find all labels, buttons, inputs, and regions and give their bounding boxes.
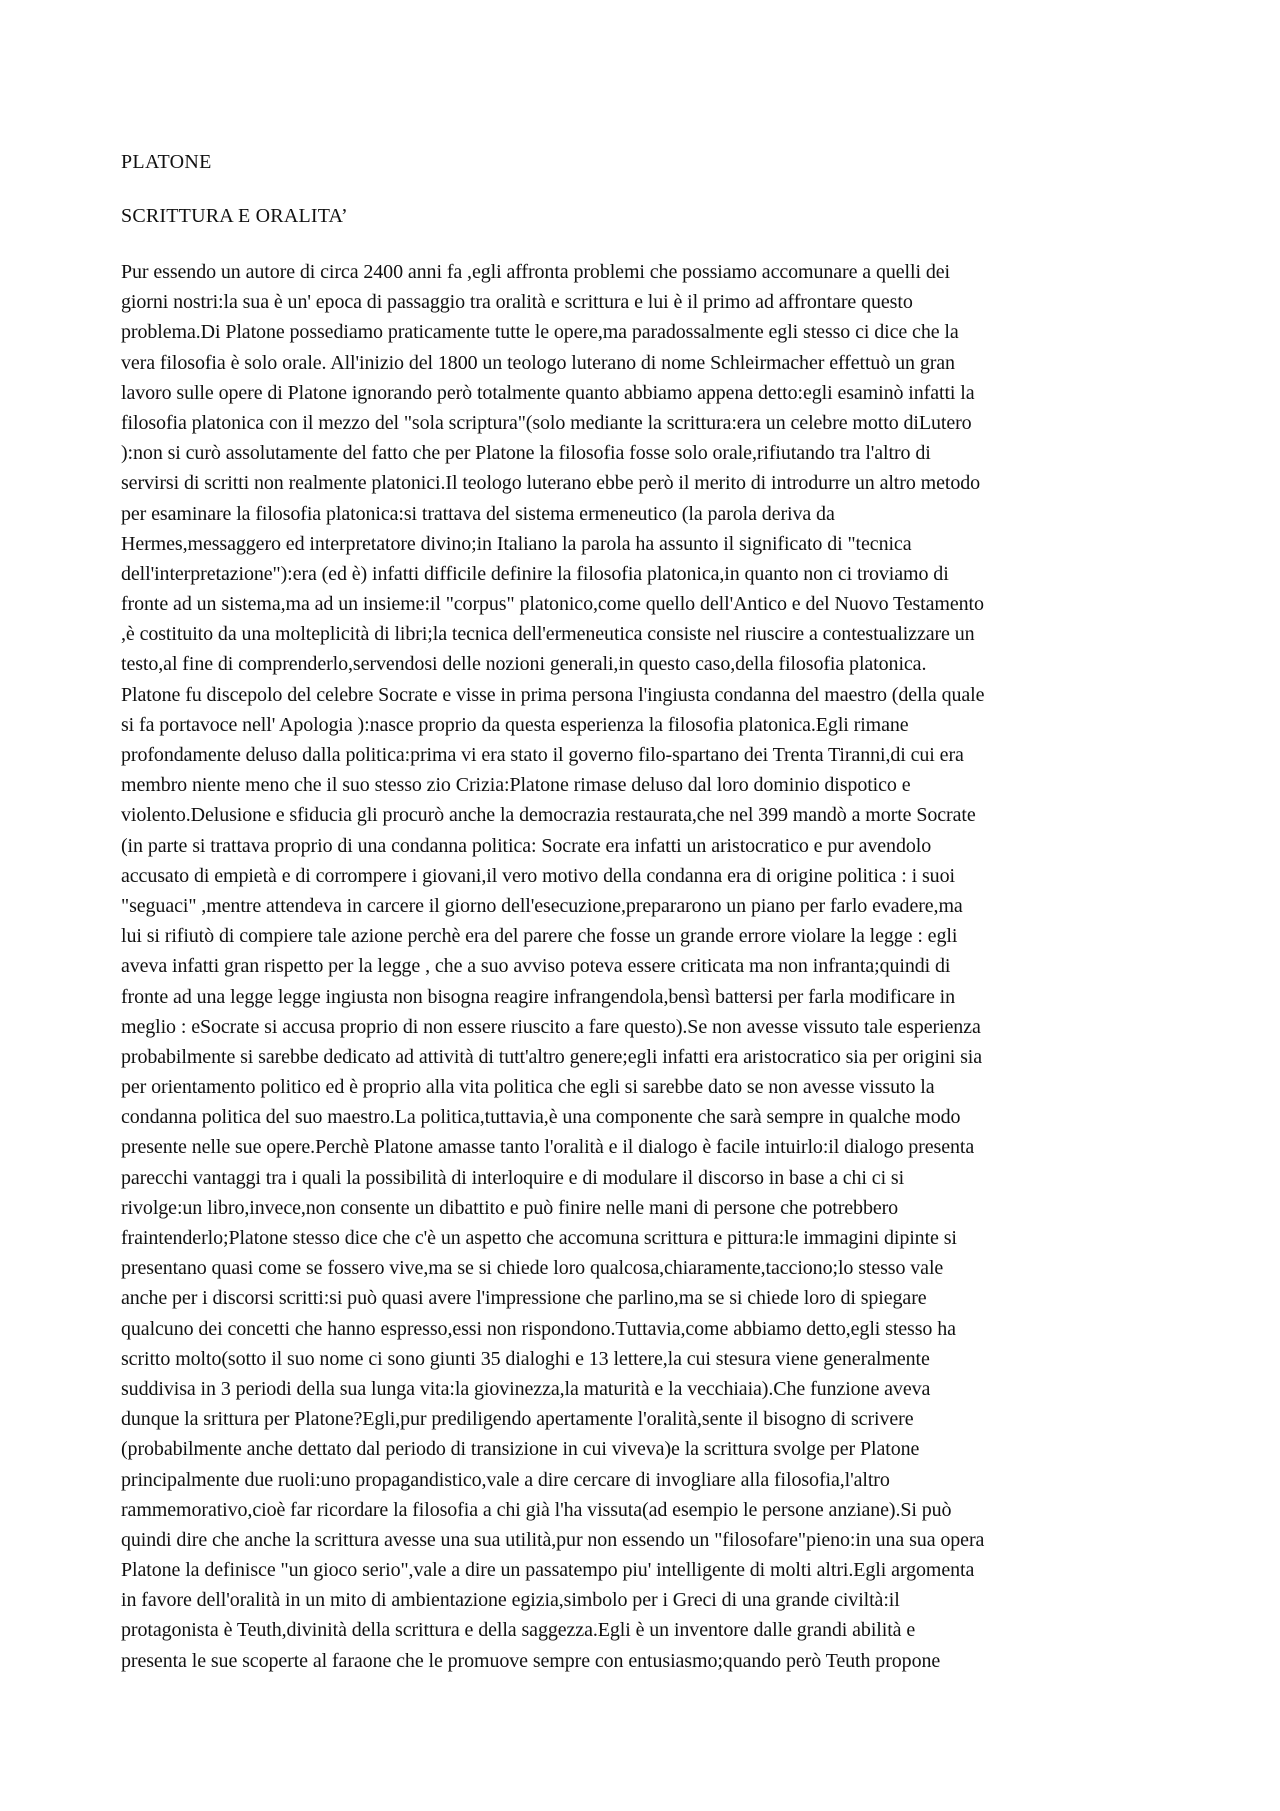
body-line: fraintenderlo;Platone stesso dice che c'è un aspetto che accomuna scrittura e pittura:le immagini dipinte si — [121, 1227, 957, 1249]
body-line: membro niente meno che il suo stesso zio Crizia:Platone rimase deluso dal loro dominio dispotico e — [121, 774, 911, 797]
body-line: scritto molto(sotto il suo nome ci sono giunti 35 dialoghi e 13 lettere,la cui stesura viene generalmente — [121, 1347, 930, 1370]
body-line: in favore dell'oralità in un mito di ambientazione egizia,simbolo per i Greci di una grande civiltà:il — [121, 1589, 900, 1612]
body-line: "seguaci" ,mentre attendeva in carcere il giorno dell'esecuzione,prepararono un piano per farlo evadere,ma — [121, 894, 963, 917]
body-line: dell'interpretazione"):era (ed è) infatti difficile definire la filosofia platonica,in quanto non ci troviamo di — [121, 562, 949, 585]
body-line: violento.Delusione e sfiducia gli procurò anche la democrazia restaurata,che nel 399 mandò a morte Socrate — [121, 804, 976, 827]
body-line: problema.Di Platone possediamo praticamente tutte le opere,ma paradossalmente egli stesso ci dice che la — [121, 321, 959, 344]
body-line: protagonista è Teuth,divinità della scrittura e della saggezza.Egli è un inventore dalle grandi abilità e — [121, 1619, 916, 1642]
body-line: ):non si curò assolutamente del fatto che per Platone la filosofia fosse solo orale,rifiutando tra l'altro di — [121, 442, 931, 465]
body-line: (in parte si trattava proprio di una condanna politica: Socrate era infatti un aristocratico e pur avendolo — [121, 834, 932, 857]
body-line: aveva infatti gran rispetto per la legge , che a suo avviso poteva essere criticata ma non infranta;quindi di — [121, 955, 951, 978]
body-line: rivolge:un libro,invece,non consente un dibattito e può finire nelle mani di persone che potrebbero — [121, 1196, 899, 1219]
body-line: condanna politica del suo maestro.La politica,tuttavia,è una componente che sarà sempre in qualche modo — [121, 1106, 961, 1129]
body-line: Platone la definisce "un gioco serio",vale a dire un passatempo piu' intelligente di molti altri.Egli argomenta — [121, 1559, 975, 1582]
body-line: Platone fu discepolo del celebre Socrate e visse in prima persona l'ingiusta condanna del maestro (della quale — [121, 683, 985, 706]
body-line: parecchi vantaggi tra i quali la possibilità di interloquire e di modulare il discorso in base a chi ci si — [121, 1166, 905, 1189]
body-line: profondamente deluso dalla politica:prima vi era stato il governo filo-spartano dei Trenta Tiranni,di cui era — [121, 744, 964, 766]
body-line: meglio : eSocrate si accusa proprio di non essere riuscito a fare questo).Se non avesse vissuto tale esperienza — [121, 1015, 981, 1038]
body-line: Pur essendo un autore di circa 2400 anni fa ,egli affronta problemi che possiamo accomunare a quelli dei — [121, 261, 950, 283]
body-line: presentano quasi come se fossero vive,ma se si chiede loro qualcosa,chiaramente,tacciono;lo stesso vale — [121, 1257, 944, 1280]
body-line: accusato di empietà e di corrompere i giovani,il vero motivo della condanna era di origine politica : i suoi — [121, 864, 955, 887]
body-line: (probabilmente anche dettato dal periodo di transizione in cui viveva)e la scrittura svolge per Platone — [121, 1438, 920, 1461]
body-line: Hermes,messaggero ed interpretatore divino;in Italiano la parola ha assunto il significato di "tecnica — [121, 532, 912, 555]
body-line: fronte ad una legge legge ingiusta non bisogna reagire infrangendola,bensì battersi per farla modificare in — [121, 985, 955, 1008]
body-line: ,è costituito da una molteplicità di libri;la tecnica dell'ermeneutica consiste nel riuscire a contestualizzare un — [121, 623, 975, 646]
body-line: rammemorativo,cioè far ricordare la filosofia a chi già l'ha vissuta(ad esempio le persone anziane).Si può — [121, 1498, 952, 1521]
body-line: anche per i discorsi scritti:si può quasi avere l'impressione che parlino,ma se si chiede loro di spiegare — [121, 1287, 927, 1310]
body-line: per esaminare la filosofia platonica:si trattava del sistema ermeneutico (la parola deriva da — [121, 502, 835, 525]
body-line: dunque la srittura per Platone?Egli,pur prediligendo apertamente l'oralità,sente il bisogno di scrivere — [121, 1408, 914, 1431]
body-line: presenta le sue scoperte al faraone che le promuove sempre con entusiasmo;quando però Teuth propone — [121, 1649, 941, 1672]
body-line: principalmente due ruoli:uno propagandistico,vale a dire cercare di invogliare alla filosofia,l'altro — [121, 1468, 890, 1491]
body-line: testo,al fine di comprenderlo,servendosi delle nozioni generali,in questo caso,della filosofia platonica. — [121, 653, 927, 676]
body-line: qualcuno dei concetti che hanno espresso,essi non rispondono.Tuttavia,come abbiamo detto,egli stesso ha — [121, 1317, 956, 1340]
body-line: servirsi di scritti non realmente platonici.Il teologo luterano ebbe però il merito di introdurre un altro metodo — [121, 472, 981, 495]
body-line: lavoro sulle opere di Platone ignorando però totalmente quanto abbiamo appena detto:egli esaminò infatti la — [121, 381, 975, 404]
body-line: suddivisa in 3 periodi della sua lunga vita:la giovinezza,la maturità e la vecchiaia).Che funzione aveva — [121, 1377, 931, 1400]
body-line: fronte ad un sistema,ma ad un insieme:il "corpus" platonico,come quello dell'Antico e del Nuovo Testamento — [121, 593, 984, 616]
body-line: quindi dire che anche la scrittura avesse una sua utilità,pur non essendo un "filosofare"pieno:in una sua opera — [121, 1528, 985, 1551]
document-subtitle: SCRITTURA E ORALITA’ — [121, 205, 348, 227]
body-line: vera filosofia è solo orale. All'inizio del 1800 un teologo luterano di nome Schleirmacher effettuò un gran — [121, 351, 955, 374]
body-line: giorni nostri:la sua è un' epoca di passaggio tra oralità e scrittura e lui è il primo ad affrontare questo — [121, 291, 913, 314]
body-line: filosofia platonica con il mezzo del "sola scriptura"(solo mediante la scrittura:era un celebre motto diLutero — [121, 411, 972, 434]
body-line: presente nelle sue opere.Perchè Platone amasse tanto l'oralità e il dialogo è facile intuirlo:il dialogo presenta — [121, 1136, 975, 1159]
body-line: lui si rifiutò di compiere tale azione perchè era del parere che fosse un grande errore violare la legge : egli — [121, 925, 958, 948]
body-text — [121, 257, 1171, 1676]
body-line: probabilmente si sarebbe dedicato ad attività di tutt'altro genere;egli infatti era aristocratico sia per origini sia — [121, 1045, 983, 1068]
body-line: per orientamento politico ed è proprio alla vita politica che egli si sarebbe dato se non avesse vissuto la — [121, 1076, 935, 1099]
document-title: PLATONE — [121, 151, 212, 173]
body-line: si fa portavoce nell' Apologia ):nasce proprio da questa esperienza la filosofia platonica.Egli rimane — [121, 713, 909, 736]
